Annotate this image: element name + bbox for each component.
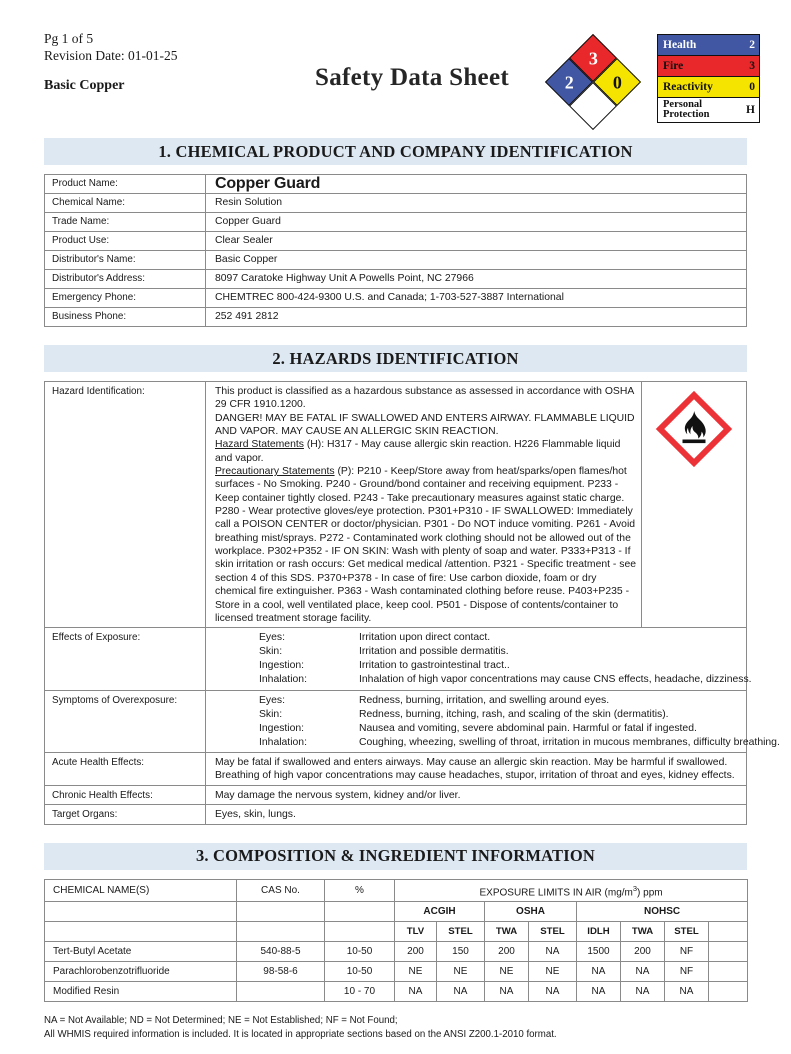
chemical-name: Modified Resin xyxy=(45,982,237,1002)
table-row xyxy=(45,962,748,982)
limit-value: NA xyxy=(665,982,709,1002)
hmis-health-value: 2 xyxy=(749,39,755,51)
limit-value: NE xyxy=(395,962,437,982)
spacer-cell xyxy=(709,942,748,962)
table-row xyxy=(45,982,748,1002)
percent-value: 10-50 xyxy=(325,942,395,962)
subheader-acgih-stel: STEL xyxy=(437,922,485,942)
route-label: Eyes: xyxy=(259,632,285,644)
route-text: Coughing, wheezing, swelling of throat, irritation in mucous membranes, difficulty breathing. xyxy=(359,736,780,748)
hmis-row-fire xyxy=(658,56,759,77)
route-text: Irritation upon direct contact. xyxy=(359,632,491,644)
revision-date-label: Revision Date: 01-01-25 xyxy=(44,48,178,63)
route-text: Redness, burning, irritation, and swelling around eyes. xyxy=(359,694,610,706)
group-header-nohsc: NOHSC xyxy=(577,902,748,922)
target-organs-value: Eyes, skin, lungs. xyxy=(206,805,747,824)
exposure-limits-post: ) ppm xyxy=(637,886,663,898)
table-row xyxy=(45,251,747,270)
field-label: Acute Health Effects: xyxy=(45,752,206,785)
subheader-osha-stel: STEL xyxy=(529,922,577,942)
field-value: 8097 Caratoke Highway Unit A Powells Point, NC 27966 xyxy=(206,270,747,289)
route-label: Skin: xyxy=(259,708,283,720)
hmis-health-label: Health xyxy=(663,39,697,51)
field-label: Product Name: xyxy=(45,175,206,194)
table-header-row xyxy=(45,902,748,922)
subheader-osha-twa: TWA xyxy=(485,922,529,942)
field-label: Hazard Identification: xyxy=(45,382,206,628)
section-1-header: 1. CHEMICAL PRODUCT AND COMPANY IDENTIFICATION xyxy=(44,138,747,165)
table-row xyxy=(45,308,747,327)
route-label: Inhalation: xyxy=(259,674,307,686)
limit-value: NF xyxy=(665,962,709,982)
field-label: Chemical Name: xyxy=(45,194,206,213)
limit-value: NE xyxy=(437,962,485,982)
limit-value: NA xyxy=(529,942,577,962)
nfpa-health-value: 2 xyxy=(564,72,574,92)
nfpa-diamond xyxy=(545,34,641,130)
ghs-flammable-icon xyxy=(656,391,732,467)
limit-value: NF xyxy=(665,942,709,962)
product-name-value: Copper Guard xyxy=(206,175,747,194)
list-item xyxy=(259,722,785,736)
hmis-row-personal-protection xyxy=(658,98,759,122)
limit-value: NE xyxy=(485,962,529,982)
column-header-percent: % xyxy=(325,879,395,902)
list-item xyxy=(259,708,785,722)
table-row xyxy=(45,289,747,308)
precautionary-statements-text: (P): P210 - Keep/Store away from heat/sparks/open flames/hot surfaces - No Smoking. P240 - Ground/bond container and receiving equipment. P233 - Keep container tightly closed. P243 - Take precautionary measures against static charge. P280 - Wear protective gloves/eye protection. P301+P310 - IF SWALLOWED: Immediately call a POISON CENTER or doctor/physician. P301 - Do NOT induce vomiting. P261 - Avoid breathing mist/sprays. P272 - Contaminated work clothing should not be allowed out of the workplace. P302+P352 - IF ON SKIN: Wash with plenty of soap and water. P333+P313 - If skin irritation or rash occurs: Get medical medical /attention. P321 - Specific treatment - see section 4 of this SDS. P370+P378 - In case of fire: Use carbon dioxide, foam or dry chemical fire extinguisher. P363 - Wash contaminated clothing before reuse. P403+P235 - Store in a cool, well ventilated place, keep cool. P501 - Dispose of contents/container to licensed treatment storage facility. xyxy=(215,466,636,624)
hmis-ppe-value: H xyxy=(746,104,755,116)
list-item xyxy=(259,659,785,673)
group-header-acgih: ACGIH xyxy=(395,902,485,922)
list-item xyxy=(259,736,785,750)
limit-value: NA xyxy=(485,982,529,1002)
precautionary-statements-label: Precautionary Statements xyxy=(215,466,335,478)
hmis-fire-value: 3 xyxy=(749,60,755,72)
table-row xyxy=(45,382,747,628)
limit-value: NA xyxy=(529,982,577,1002)
hazard-statements-label: Hazard Statements xyxy=(215,439,304,451)
section-2-header: 2. HAZARDS IDENTIFICATION xyxy=(44,345,747,372)
field-value: 252 491 2812 xyxy=(206,308,747,327)
table-row xyxy=(45,805,747,824)
hmis-fire-label: Fire xyxy=(663,60,684,72)
table-row xyxy=(45,942,748,962)
field-value: CHEMTREC 800-424-9300 U.S. and Canada; 1-703-527-3887 International xyxy=(206,289,747,308)
nfpa-fire-value: 3 xyxy=(588,47,598,68)
subheader-nohsc-idlh: IDLH xyxy=(577,922,621,942)
hmis-ppe-label-line2: Protection xyxy=(663,109,710,120)
product-information-table xyxy=(44,174,747,327)
hmis-reactivity-label: Reactivity xyxy=(663,81,713,93)
cas-number: 540-88-5 xyxy=(237,942,325,962)
limit-value: NA xyxy=(437,982,485,1002)
subheader-nohsc-stel: STEL xyxy=(665,922,709,942)
hmis-ppe-label xyxy=(663,100,709,121)
column-header-chemical: CHEMICAL NAME(S) xyxy=(45,879,237,902)
hazard-statements-text: (H): H317 - May cause allergic skin reaction. H226 Flammable liquid and vapor. xyxy=(215,439,621,464)
field-value: Clear Sealer xyxy=(206,232,747,251)
table-row xyxy=(45,690,747,752)
table-header-row xyxy=(45,879,748,902)
list-item xyxy=(259,631,785,645)
limit-value: NA xyxy=(621,982,665,1002)
column-header-cas: CAS No. xyxy=(237,879,325,902)
table-row xyxy=(45,270,747,289)
route-text: Redness, burning, itching, rash, and scaling of the skin (dermatitis). xyxy=(359,708,669,720)
field-label: Distributor's Address: xyxy=(45,270,206,289)
table-row xyxy=(45,628,747,690)
field-label: Chronic Health Effects: xyxy=(45,785,206,804)
section-3-header: 3. COMPOSITION & INGREDIENT INFORMATION xyxy=(44,843,747,870)
subheader-acgih-tlv: TLV xyxy=(395,922,437,942)
hazard-identification-text xyxy=(206,382,642,628)
limit-value: 150 xyxy=(437,942,485,962)
table-row xyxy=(45,785,747,804)
limit-value: NE xyxy=(529,962,577,982)
limit-value: NA xyxy=(621,962,665,982)
nfpa-reactivity-value: 0 xyxy=(612,72,622,92)
footnotes xyxy=(44,1014,747,1041)
field-label: Distributor's Name: xyxy=(45,251,206,270)
exposure-limits-pre: EXPOSURE LIMITS IN AIR (mg/m xyxy=(479,886,633,898)
header-meta xyxy=(44,30,177,94)
list-item xyxy=(259,673,785,687)
hmis-reactivity-value: 0 xyxy=(749,81,755,93)
page-number-label: Pg 1 of 5 xyxy=(44,31,94,46)
table-row xyxy=(45,194,747,213)
footnote-abbreviations: NA = Not Available; ND = Not Determined; NE = Not Established; NF = Not Found; xyxy=(44,1015,398,1027)
percent-value: 10 - 70 xyxy=(325,982,395,1002)
limit-value: 200 xyxy=(395,942,437,962)
hazards-identification-table xyxy=(44,381,780,825)
chemical-name: Tert-Butyl Acetate xyxy=(45,942,237,962)
field-label: Target Organs: xyxy=(45,805,206,824)
spacer-cell xyxy=(709,982,748,1002)
field-label: Effects of Exposure: xyxy=(45,628,206,690)
composition-table xyxy=(44,879,748,1003)
spacer-cell xyxy=(45,922,237,942)
spacer-cell xyxy=(237,922,325,942)
table-row xyxy=(45,213,747,232)
field-label: Product Use: xyxy=(45,232,206,251)
limit-value: NA xyxy=(577,982,621,1002)
subheader-nohsc-twa: TWA xyxy=(621,922,665,942)
field-value: Basic Copper xyxy=(206,251,747,270)
table-row xyxy=(45,752,747,785)
chronic-health-effects-value: May damage the nervous system, kidney and/or liver. xyxy=(206,785,747,804)
spacer-cell xyxy=(709,962,748,982)
spacer-cell xyxy=(325,902,395,922)
table-header-row xyxy=(45,922,748,942)
chemical-name: Parachlorobenzotrifluoride xyxy=(45,962,237,982)
document-header xyxy=(44,30,755,138)
list-item xyxy=(259,694,785,708)
percent-value: 10-50 xyxy=(325,962,395,982)
route-label: Ingestion: xyxy=(259,660,305,672)
acute-health-effects-value: May be fatal if swallowed and enters airways. May cause an allergic skin reaction. May be harmful if swallowed. Breathing of high vapor concentrations may cause headaches, stupor, irritation of throat and eyes, kidney effects. xyxy=(206,752,747,785)
company-name: Basic Copper xyxy=(44,78,125,93)
page-title: Safety Data Sheet xyxy=(315,64,509,91)
spacer-cell xyxy=(709,922,748,942)
route-text: Nausea and vomiting, severe abdominal pain. Harmful or fatal if ingested. xyxy=(359,722,697,734)
field-value: Copper Guard xyxy=(206,213,747,232)
cas-number xyxy=(237,982,325,1002)
table-row xyxy=(45,175,747,194)
hazard-danger: DANGER! MAY BE FATAL IF SWALLOWED AND ENTERS AIRWAY. FLAMMABLE LIQUID AND VAPOR. MAY CAUSE AN ALLERGIC SKIN REACTION. xyxy=(215,412,635,438)
route-text: Irritation to gastrointestinal tract.. xyxy=(359,660,510,672)
route-label: Inhalation: xyxy=(259,736,307,748)
route-text: Inhalation of high vapor concentrations may cause CNS effects, headache, dizziness. xyxy=(359,674,752,686)
spacer-cell xyxy=(325,922,395,942)
exposure-limits-superscript: 3 xyxy=(632,883,638,893)
route-label: Ingestion: xyxy=(259,722,305,734)
ghs-pictogram-cell xyxy=(642,382,747,628)
spacer-cell xyxy=(237,902,325,922)
route-label: Skin: xyxy=(259,646,283,658)
table-row xyxy=(45,232,747,251)
effects-of-exposure-value xyxy=(206,628,752,690)
limit-value: 1500 xyxy=(577,942,621,962)
list-item xyxy=(259,645,785,659)
route-text: Irritation and possible dermatitis. xyxy=(359,646,509,658)
symptoms-of-overexposure-value xyxy=(206,690,780,752)
cas-number: 98-58-6 xyxy=(237,962,325,982)
spacer-cell xyxy=(45,902,237,922)
field-label: Trade Name: xyxy=(45,213,206,232)
sds-page xyxy=(0,30,791,1054)
hmis-row-health xyxy=(658,35,759,56)
footnote-whmis: All WHMIS required information is included. It is located in appropriate sections based on the ANSI Z200.1-2010 format. xyxy=(44,1028,557,1040)
hmis-ppe-label-line1: Personal xyxy=(663,98,703,110)
group-header-osha: OSHA xyxy=(485,902,577,922)
field-label: Business Phone: xyxy=(45,308,206,327)
limit-value: NA xyxy=(577,962,621,982)
field-value: Resin Solution xyxy=(206,194,747,213)
column-header-exposure-limits xyxy=(395,879,748,902)
hmis-row-reactivity xyxy=(658,77,759,98)
field-label: Emergency Phone: xyxy=(45,289,206,308)
limit-value: 200 xyxy=(621,942,665,962)
limit-value: NA xyxy=(395,982,437,1002)
hmis-rating-bar xyxy=(657,34,760,123)
route-label: Eyes: xyxy=(259,694,285,706)
limit-value: 200 xyxy=(485,942,529,962)
field-label: Symptoms of Overexposure: xyxy=(45,690,206,752)
hazard-intro: This product is classified as a hazardous substance as assessed in accordance with OSHA 29 CFR 1910.1200. xyxy=(215,386,634,411)
